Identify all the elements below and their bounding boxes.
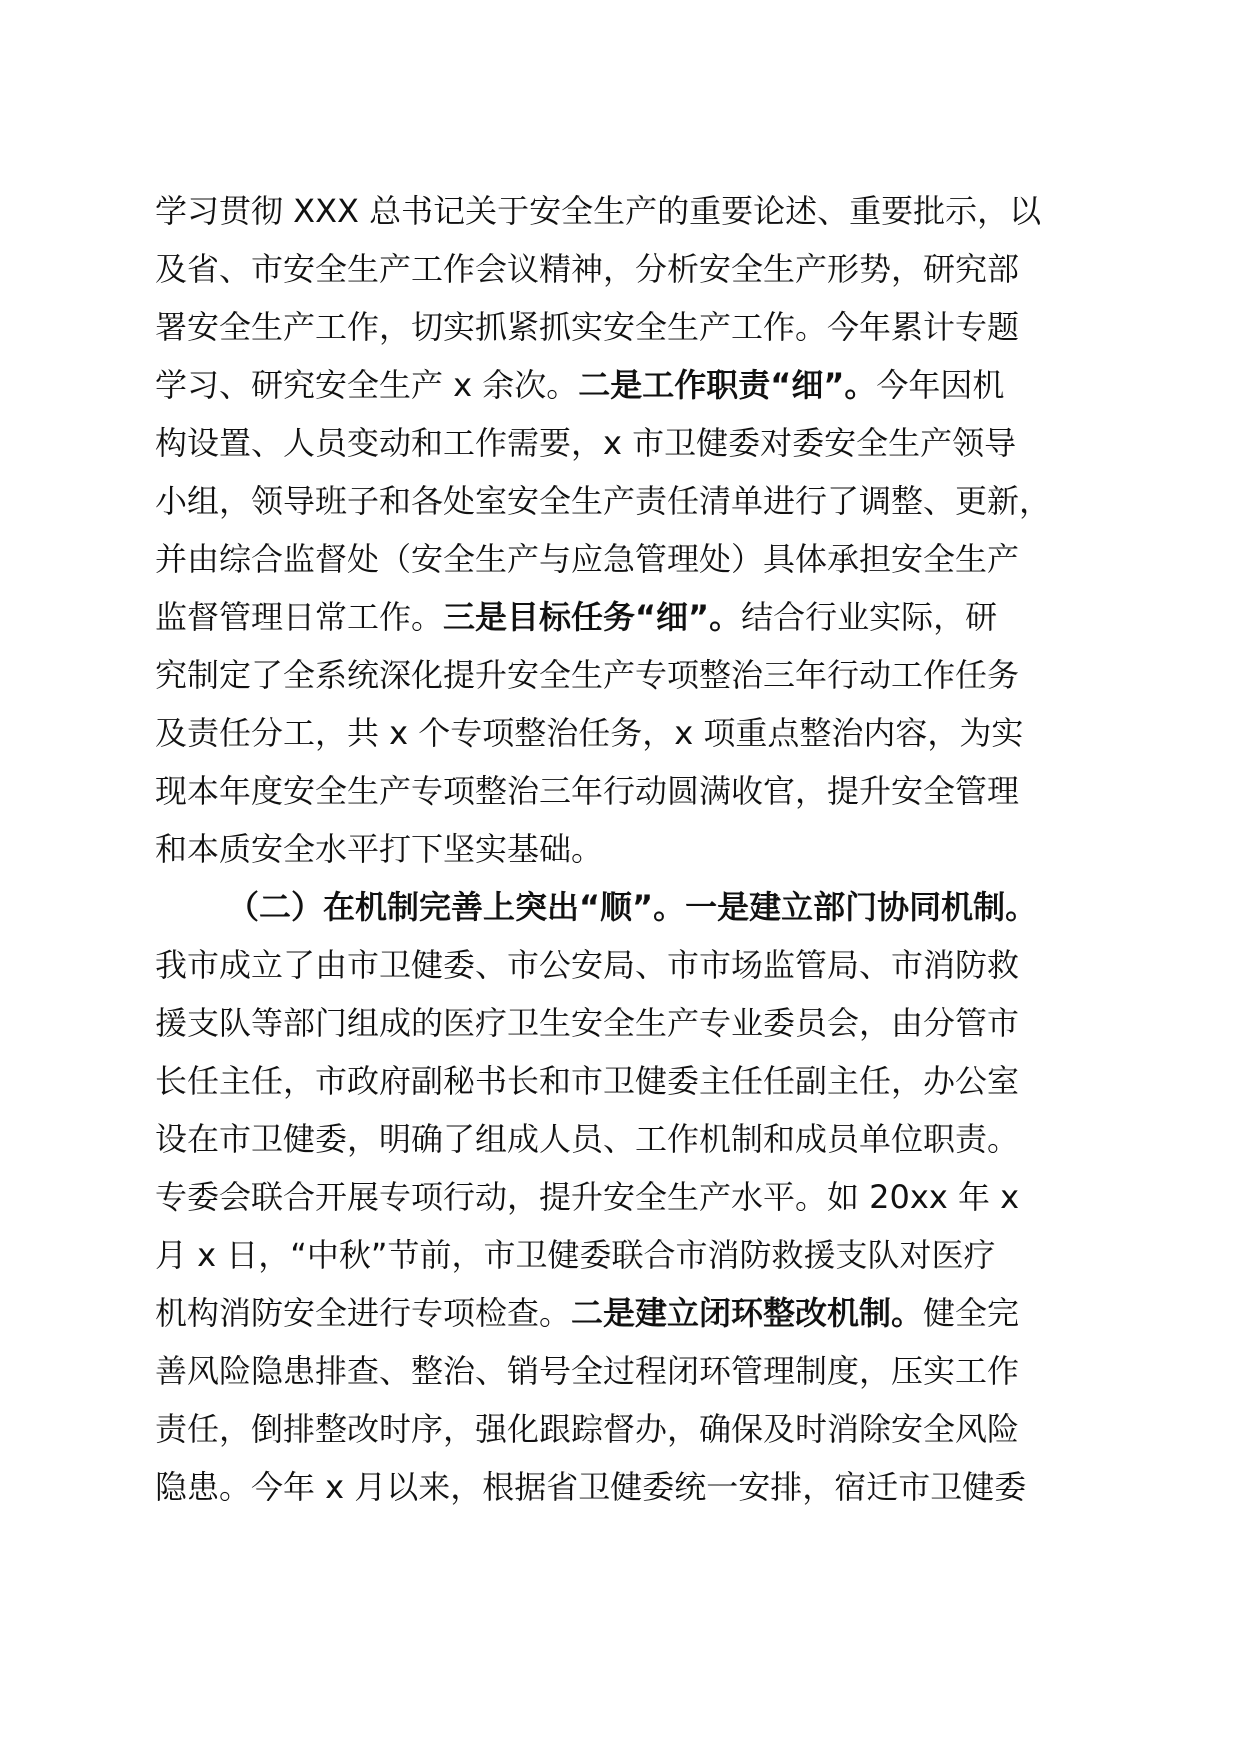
- text-line: [155, 646, 1095, 704]
- line-segment: 并由综合监督处（安全生产与应急管理处）具体承担安全生产: [155, 540, 1020, 578]
- text-line: [155, 936, 1095, 994]
- line-segment: 责任，倒排整改时序，强化跟踪督办，确保及时消除安全风险: [155, 1410, 1020, 1448]
- text-line: [155, 530, 1095, 588]
- line-segment: 监督管理日常工作。: [155, 598, 444, 636]
- line-segment: 隐患。今年 x 月以来，根据省卫健委统一安排，宿迁市卫健委: [155, 1468, 1027, 1506]
- section-heading: [155, 878, 1095, 936]
- line-segment: 及责任分工，共 x 个专项整治任务，x 项重点整治内容，为实: [155, 714, 1024, 752]
- line-segment: 我市成立了由市卫健委、市公安局、市市场监管局、市消防救: [155, 946, 1020, 984]
- line-segment: 学习、研究安全生产 x 余次。: [155, 366, 579, 404]
- text-line: [155, 1052, 1095, 1110]
- text-line: [155, 704, 1095, 762]
- text-line: [155, 762, 1095, 820]
- line-segment: 专委会联合开展专项行动，提升安全生产水平。如 20xx 年 x: [155, 1178, 1020, 1216]
- text-line: [155, 588, 1095, 646]
- line-segment: 结合行业实际，研: [741, 598, 998, 636]
- text-line: [155, 994, 1095, 1052]
- line-segment: 今年因机: [876, 366, 1005, 404]
- text-line: [155, 1226, 1095, 1284]
- line-segment: 署安全生产工作，切实抓紧抓实安全生产工作。今年累计专题: [155, 308, 1020, 346]
- text-line: [155, 1400, 1095, 1458]
- line-segment: 长任主任，市政府副秘书长和市卫健委主任任副主任，办公室: [155, 1062, 1020, 1100]
- text-line: [155, 1168, 1095, 1226]
- line-segment: 援支队等部门组成的医疗卫生安全生产专业委员会，由分管市: [155, 1004, 1020, 1042]
- line-segment: 小组，领导班子和各处室安全生产责任清单进行了调整、更新，: [155, 482, 1052, 520]
- bold-heading: 三是目标任务“细”。: [443, 598, 742, 636]
- text-line: [155, 182, 1095, 240]
- line-segment: 设在市卫健委，明确了组成人员、工作机制和成员单位职责。: [155, 1120, 1020, 1158]
- text-line: [155, 1458, 1095, 1516]
- bold-heading: 二是建立闭环整改机制。: [571, 1294, 924, 1332]
- text-line: [155, 1110, 1095, 1168]
- line-segment: 月 x 日，“中秋”节前，市卫健委联合市消防救援支队对医疗: [155, 1236, 996, 1274]
- text-line: [155, 414, 1095, 472]
- text-line: [155, 472, 1095, 530]
- bold-heading: 二是工作职责“细”。: [578, 366, 877, 404]
- line-segment: 及省、市安全生产工作会议精神，分析安全生产形势，研究部: [155, 250, 1020, 288]
- text-line: [155, 356, 1095, 414]
- line-segment: 善风险隐患排查、整治、销号全过程闭环管理制度，压实工作: [155, 1352, 1020, 1390]
- bold-heading: （二）在机制完善上突出“顺”。一是建立部门协同机制。: [227, 888, 1038, 926]
- text-line: [155, 298, 1095, 356]
- line-segment: 现本年度安全生产专项整治三年行动圆满收官，提升安全管理: [155, 772, 1020, 810]
- text-line: [155, 1284, 1095, 1342]
- line-segment: 机构消防安全进行专项检查。: [155, 1294, 572, 1332]
- line-segment: 构设置、人员变动和工作需要，x 市卫健委对委安全生产领导: [155, 424, 1017, 462]
- line-segment: 究制定了全系统深化提升安全生产专项整治三年行动工作任务: [155, 656, 1020, 694]
- document-body: [155, 182, 1095, 1516]
- text-line: [155, 1342, 1095, 1400]
- text-line: [155, 820, 1095, 878]
- line-segment: 健全完: [923, 1294, 1020, 1332]
- text-line: [155, 240, 1095, 298]
- line-segment: 和本质安全水平打下坚实基础。: [155, 830, 604, 868]
- line-segment: 学习贯彻 XXX 总书记关于安全生产的重要论述、重要批示，以: [155, 192, 1042, 230]
